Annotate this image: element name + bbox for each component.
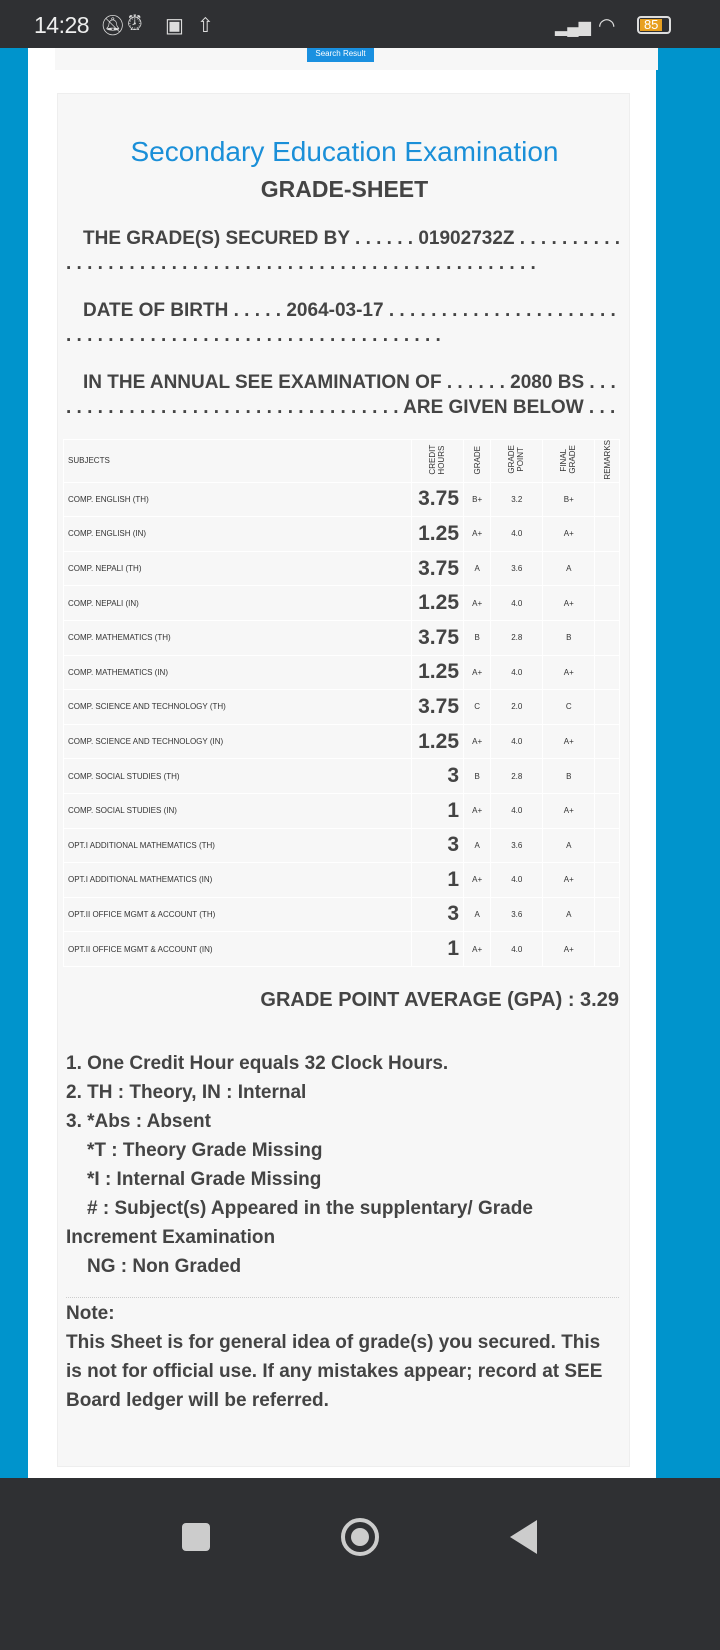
note-title: Note:: [66, 1303, 115, 1324]
credit-hours-cell: 1: [412, 932, 464, 967]
final-grade-cell: A+: [543, 793, 595, 828]
grade-sheet: [57, 93, 630, 1467]
grade-point-cell: 4.0: [491, 655, 543, 690]
header-remarks: REMARKS: [602, 440, 612, 480]
grade-cell: B: [464, 759, 491, 794]
table-row: [64, 897, 620, 932]
remarks-cell: [595, 724, 620, 759]
remarks-cell: [595, 620, 620, 655]
table-row: [64, 620, 620, 655]
final-grade-cell: A: [543, 551, 595, 586]
grade-cell: A+: [464, 586, 491, 621]
grade-cell: A+: [464, 655, 491, 690]
grade-point-cell: 4.0: [491, 932, 543, 967]
final-grade-cell: A+: [543, 863, 595, 898]
subject-cell: COMP. MATHEMATICS (TH): [64, 620, 412, 655]
credit-hours-cell: 3.75: [412, 620, 464, 655]
grade-point-cell: 2.0: [491, 690, 543, 725]
table-row: [64, 690, 620, 725]
grade-point-cell: 4.0: [491, 586, 543, 621]
table-row: [64, 828, 620, 863]
page-content: [28, 48, 656, 1478]
grade-cell: B+: [464, 482, 491, 517]
final-grade-cell: B: [543, 620, 595, 655]
grade-cell: A: [464, 897, 491, 932]
remarks-cell: [595, 828, 620, 863]
remarks-cell: [595, 690, 620, 725]
grade-cell: B: [464, 620, 491, 655]
grade-cell: A+: [464, 863, 491, 898]
subject-cell: COMP. SCIENCE AND TECHNOLOGY (IN): [64, 724, 412, 759]
grade-point-cell: 4.0: [491, 863, 543, 898]
subject-cell: COMP. SCIENCE AND TECHNOLOGY (TH): [64, 690, 412, 725]
debug-icon: ▣: [165, 15, 184, 37]
credit-hours-cell: 1: [412, 793, 464, 828]
final-grade-cell: B+: [543, 482, 595, 517]
table-row: [64, 759, 620, 794]
header-credit-hours: CREDIT HOURS: [427, 444, 446, 475]
table-row: [64, 932, 620, 967]
table-row: [64, 655, 620, 690]
note-item: # : Subject(s) Appeared in the supplentary/ Grade Increment Examination: [66, 1198, 533, 1248]
note-item: NG : Non Graded: [87, 1256, 242, 1277]
final-grade-cell: B: [543, 759, 595, 794]
recents-button[interactable]: [182, 1523, 210, 1551]
credit-hours-cell: 3.75: [412, 690, 464, 725]
grade-point-cell: 3.6: [491, 828, 543, 863]
subject-cell: COMP. SOCIAL STUDIES (IN): [64, 793, 412, 828]
remarks-cell: [595, 551, 620, 586]
final-grade-cell: A+: [543, 932, 595, 967]
remarks-cell: [595, 759, 620, 794]
credit-hours-cell: 1.25: [412, 724, 464, 759]
remarks-cell: [595, 863, 620, 898]
remarks-cell: [595, 586, 620, 621]
grade-cell: A+: [464, 932, 491, 967]
grade-point-cell: 3.6: [491, 897, 543, 932]
sheet-title: GRADE-SHEET: [260, 176, 429, 202]
header-subjects: SUBJECTS: [64, 440, 412, 483]
subject-cell: COMP. ENGLISH (IN): [64, 517, 412, 552]
clock: 14:28: [34, 12, 90, 38]
grade-cell: A: [464, 551, 491, 586]
final-grade-cell: A+: [543, 724, 595, 759]
grade-point-cell: 3.2: [491, 482, 543, 517]
note-item: 1. One Credit Hour equals 32 Clock Hours.: [66, 1053, 449, 1074]
grade-point-cell: 4.0: [491, 724, 543, 759]
note-item: *I : Internal Grade Missing: [87, 1169, 322, 1190]
wifi-icon: ◠: [598, 15, 616, 37]
table-row: [64, 551, 620, 586]
exam-title: Secondary Education Examination: [130, 136, 559, 167]
status-bar: [0, 0, 720, 48]
gpa: GRADE POINT AVERAGE (GPA) : 3.29: [260, 989, 619, 1011]
header-final-grade: FINAL GRADE: [558, 445, 577, 475]
grade-point-cell: 2.8: [491, 620, 543, 655]
credit-hours-cell: 3.75: [412, 551, 464, 586]
credit-hours-cell: 1.25: [412, 655, 464, 690]
note-text: This Sheet is for general idea of grade(s) you secured. This is not for official use. If any mistakes appear; record at SEE Board ledger will be referred.: [66, 1332, 603, 1411]
back-button[interactable]: [510, 1520, 537, 1554]
table-row: [64, 517, 620, 552]
note-item: 2. TH : Theory, IN : Internal: [66, 1082, 307, 1103]
search-panel: [55, 48, 658, 70]
header-grade-point: GRADE POINT: [506, 445, 525, 475]
table-row: [64, 863, 620, 898]
credit-hours-cell: 3: [412, 897, 464, 932]
bell-off-icon: 🔕︎: [100, 15, 126, 37]
note-item: *T : Theory Grade Missing: [87, 1140, 323, 1161]
subject-cell: COMP. SOCIAL STUDIES (TH): [64, 759, 412, 794]
divider: [66, 1297, 619, 1298]
subject-cell: OPT.II OFFICE MGMT & ACCOUNT (IN): [64, 932, 412, 967]
search-result-button[interactable]: Search Result: [307, 48, 374, 62]
remarks-cell: [595, 482, 620, 517]
final-grade-cell: A+: [543, 655, 595, 690]
secured-by-line: THE GRADE(S) SECURED BY . . . . . . 01902732Z . . . . . . . . . . . . . . . . . . . . . . . . . . . . . . . . . . . . . . . . . . . . . . . . . . . . . . .: [66, 228, 621, 274]
subject-cell: OPT.II OFFICE MGMT & ACCOUNT (TH): [64, 897, 412, 932]
remarks-cell: [595, 932, 620, 967]
battery-level: 85: [640, 19, 662, 31]
subject-cell: COMP. NEPALI (IN): [64, 586, 412, 621]
upload-icon: ⇧: [197, 15, 214, 37]
final-grade-cell: A+: [543, 517, 595, 552]
grade-cell: A+: [464, 517, 491, 552]
remarks-cell: [595, 793, 620, 828]
grades-table: [63, 439, 620, 967]
table-row: [64, 586, 620, 621]
credit-hours-cell: 1.25: [412, 517, 464, 552]
grade-point-cell: 3.6: [491, 551, 543, 586]
header-grade: GRADE: [472, 445, 482, 474]
credit-hours-cell: 3: [412, 828, 464, 863]
remarks-cell: [595, 897, 620, 932]
final-grade-cell: C: [543, 690, 595, 725]
credit-hours-cell: 1.25: [412, 586, 464, 621]
navigation-bar: [0, 1478, 720, 1650]
credit-hours-cell: 3: [412, 759, 464, 794]
grade-point-cell: 4.0: [491, 793, 543, 828]
subject-cell: OPT.I ADDITIONAL MATHEMATICS (TH): [64, 828, 412, 863]
home-button[interactable]: [341, 1518, 379, 1556]
table-row: [64, 724, 620, 759]
final-grade-cell: A: [543, 897, 595, 932]
final-grade-cell: A+: [543, 586, 595, 621]
table-row: [64, 482, 620, 517]
grade-point-cell: 2.8: [491, 759, 543, 794]
note-item: 3. *Abs : Absent: [66, 1111, 211, 1132]
exam-line: IN THE ANNUAL SEE EXAMINATION OF . . . . . . 2080 BS . . . . . . . . . . . . . . . . . . . . . . . . . . . . . . . . . . . ARE GIVEN BELOW . . .: [66, 372, 616, 418]
signal-icon: ▂▄▆: [555, 19, 591, 36]
grade-cell: A+: [464, 724, 491, 759]
alarm-icon: ⏰︎: [127, 13, 143, 35]
subject-cell: COMP. ENGLISH (TH): [64, 482, 412, 517]
legend-notes: [66, 1049, 621, 1281]
subject-cell: COMP. MATHEMATICS (IN): [64, 655, 412, 690]
grade-cell: C: [464, 690, 491, 725]
final-grade-cell: A: [543, 828, 595, 863]
disclaimer: [66, 1299, 621, 1415]
credit-hours-cell: 1: [412, 863, 464, 898]
battery-icon: [637, 16, 671, 34]
table-row: [64, 793, 620, 828]
grade-cell: A+: [464, 793, 491, 828]
grade-cell: A: [464, 828, 491, 863]
remarks-cell: [595, 655, 620, 690]
table-header: [64, 440, 620, 483]
dob-line: DATE OF BIRTH . . . . . 2064-03-17 . . . . . . . . . . . . . . . . . . . . . . . . . . . . . . . . . . . . . . . . . . . . . . . . . . . . . . . . . .: [66, 300, 616, 346]
credit-hours-cell: 3.75: [412, 482, 464, 517]
remarks-cell: [595, 517, 620, 552]
grade-point-cell: 4.0: [491, 517, 543, 552]
subject-cell: OPT.I ADDITIONAL MATHEMATICS (IN): [64, 863, 412, 898]
subject-cell: COMP. NEPALI (TH): [64, 551, 412, 586]
